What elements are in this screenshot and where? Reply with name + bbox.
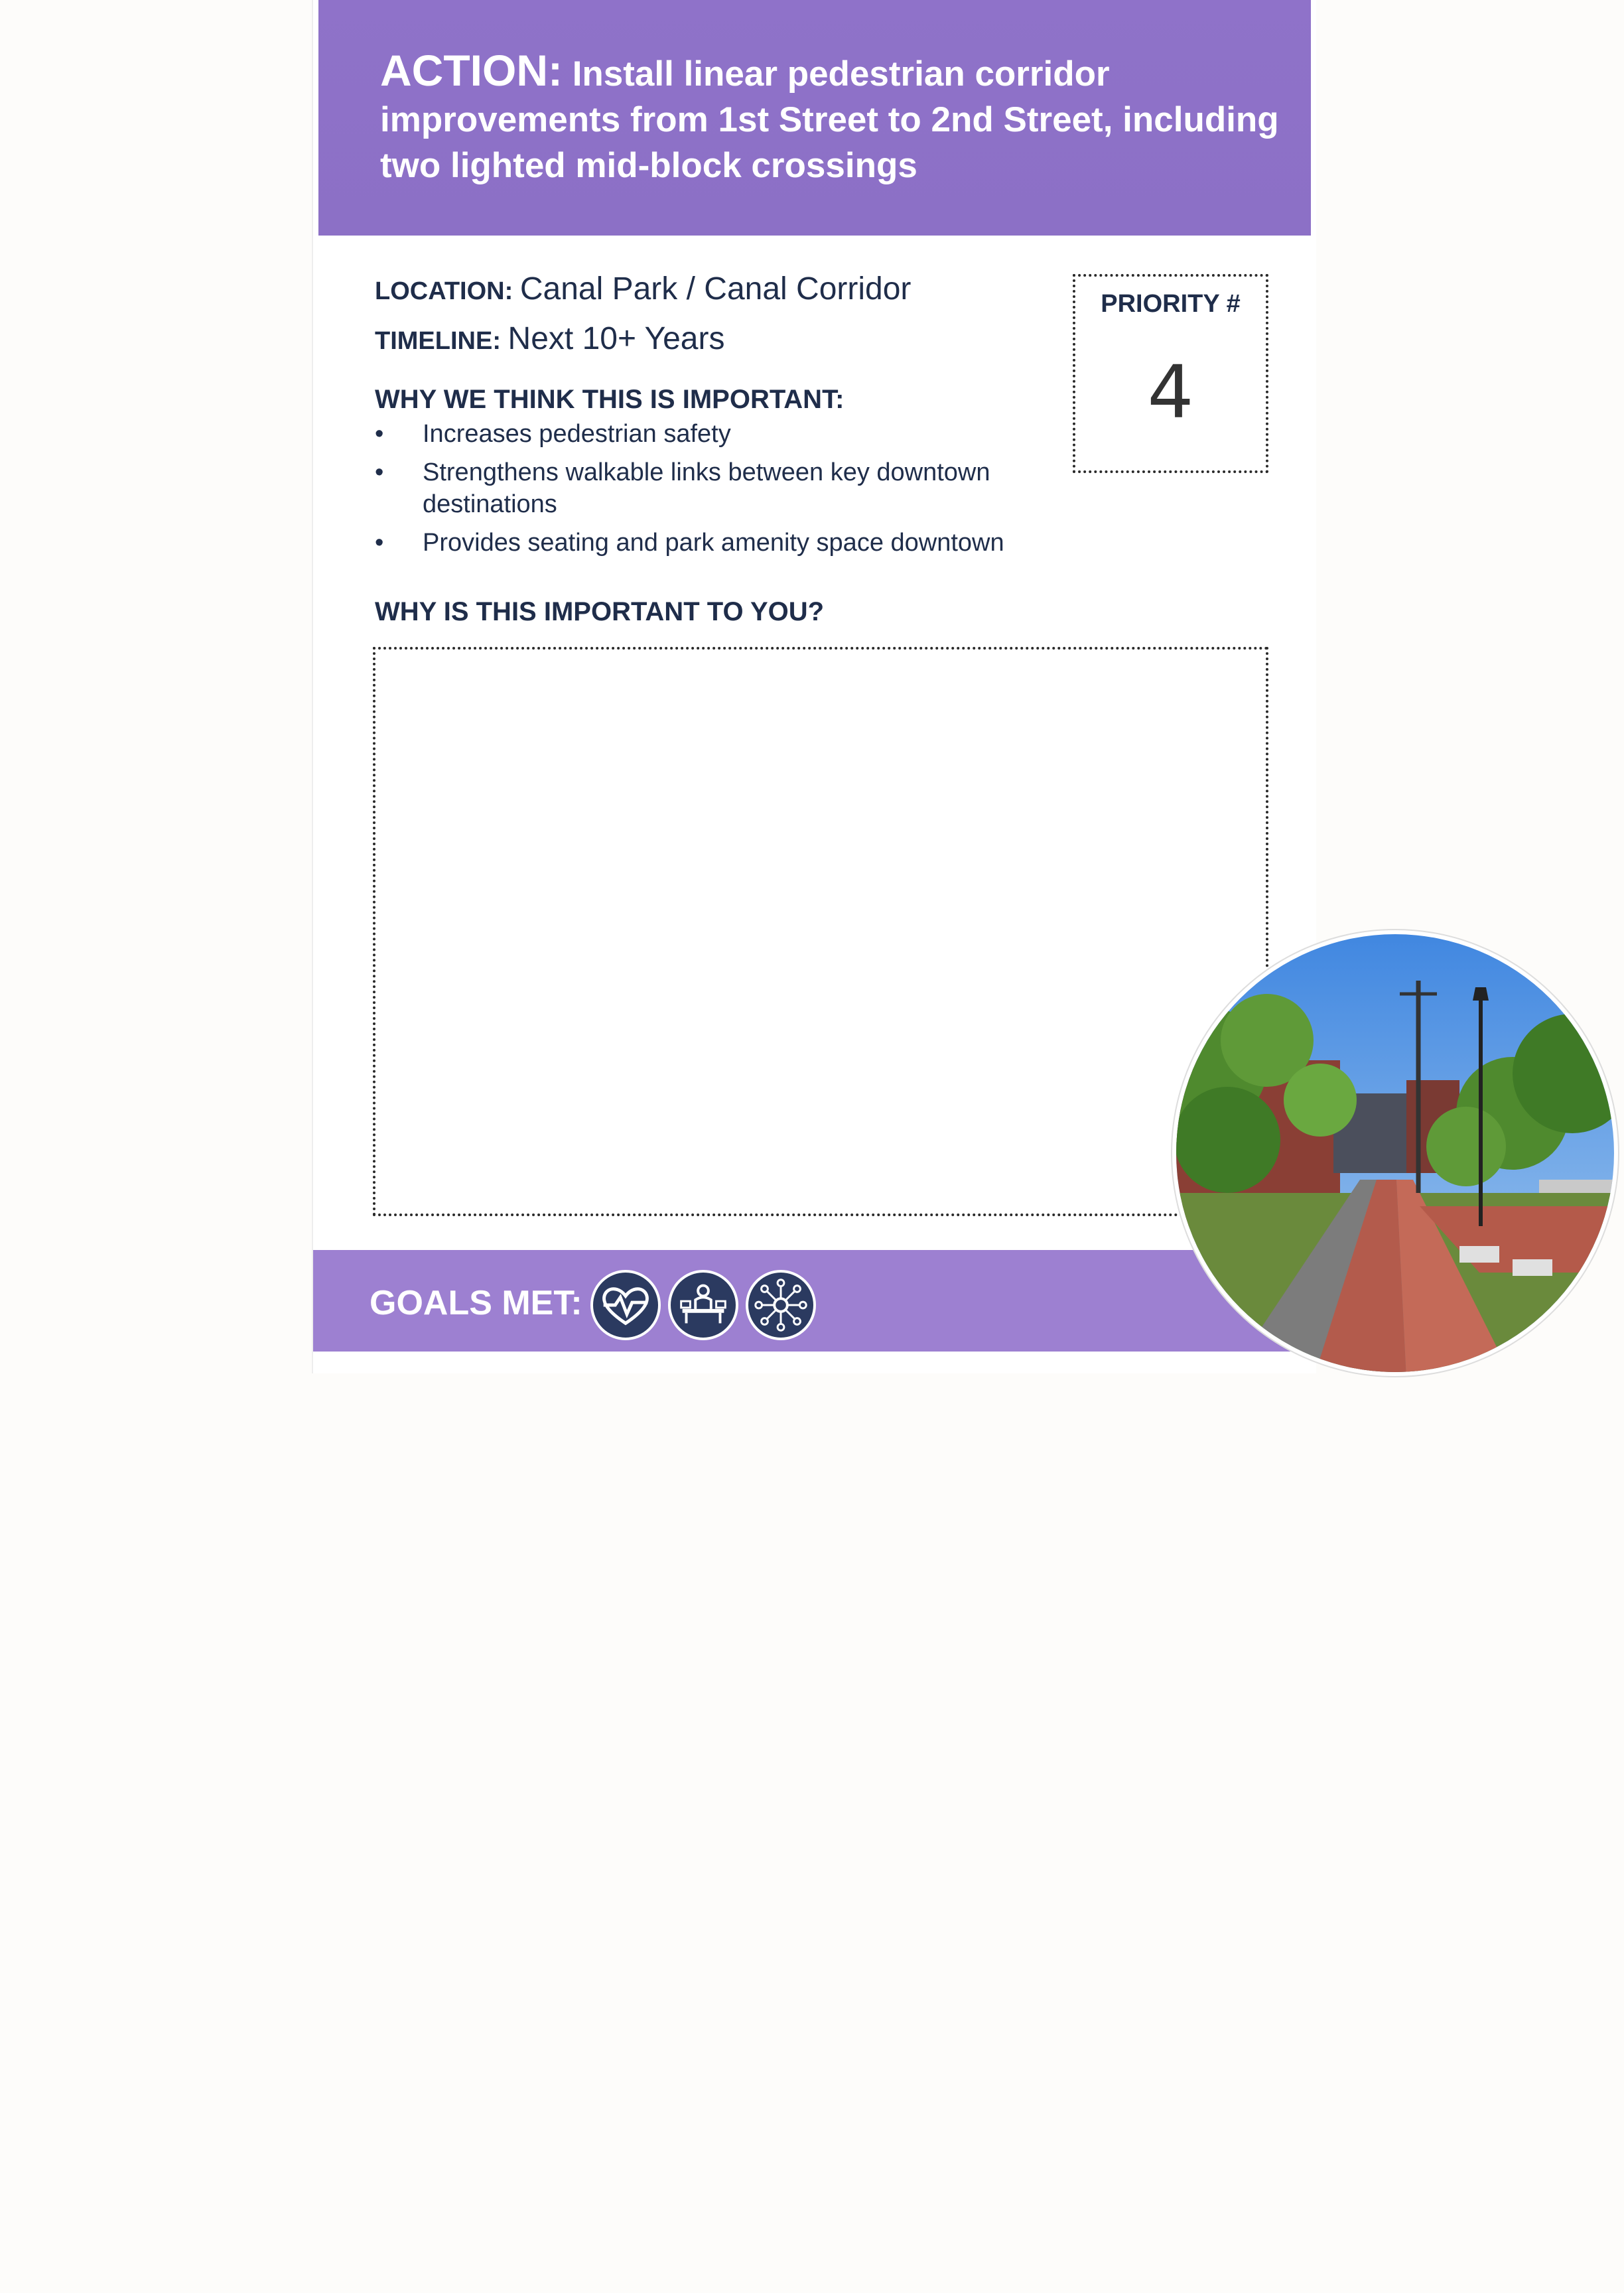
corridor-photo — [1168, 928, 1623, 1379]
heart-pulse-icon — [590, 1270, 661, 1340]
reason-item: • Increases pedestrian safety — [375, 418, 1078, 450]
network-hub-icon — [746, 1270, 816, 1340]
reason-item: • Strengthens walkable links between key downtown destinations — [375, 456, 1078, 520]
timeline-row — [375, 315, 911, 365]
location-label: LOCATION: — [375, 277, 513, 305]
action-title — [380, 48, 1296, 188]
timeline-value: Next 10+ Years — [508, 321, 725, 356]
goals-label: GOALS MET: — [370, 1284, 582, 1322]
reason-item: • Provides seating and park amenity space downtown — [375, 527, 1078, 559]
action-description: Install linear pedestrian corridor improvements from 1st Street to 2nd Street, including two lighted mid-block crossings — [380, 54, 1279, 185]
location-row — [375, 265, 911, 315]
bench-people-icon — [668, 1270, 738, 1340]
priority-handwritten-value: 4 — [1147, 350, 1194, 435]
priority-box[interactable] — [1073, 274, 1268, 473]
header-band — [318, 0, 1311, 236]
footer-band — [313, 1250, 1311, 1352]
why-heading: WHY WE THINK THIS IS IMPORTANT: — [375, 385, 845, 414]
action-card — [313, 0, 1316, 1373]
you-heading: WHY IS THIS IMPORTANT TO YOU? — [375, 597, 825, 626]
reasons-list — [375, 418, 1078, 565]
meta-block — [375, 265, 911, 365]
timeline-label: TIMELINE: — [375, 327, 501, 355]
priority-label: PRIORITY # — [1101, 290, 1241, 318]
location-value: Canal Park / Canal Corridor — [519, 271, 912, 307]
action-label: ACTION: — [380, 46, 563, 95]
answer-box[interactable] — [373, 647, 1268, 1216]
